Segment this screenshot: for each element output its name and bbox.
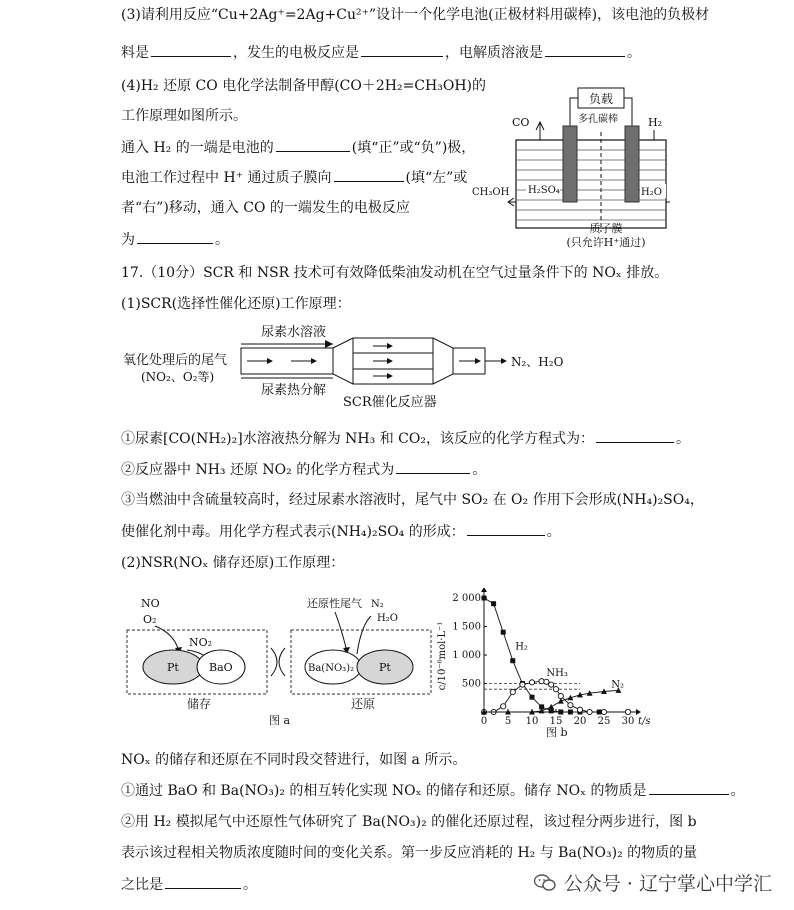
right-electrode <box>625 126 639 202</box>
q3-text-c: ，电解质溶液是 <box>445 45 543 61</box>
s3-text-a: 使催化剂中毒。用化学方程式表示(NH₄)₂SO₄ 的形成： <box>121 524 465 540</box>
fa-reducing: 还原性尾气 <box>307 597 362 610</box>
fa-n2: N₂ <box>371 599 384 610</box>
membrane-label: 质子膜 <box>589 222 623 235</box>
q17-p3: NOₓ 的储存和还原在不同时段交替进行，如图 a 所示。 <box>121 752 467 768</box>
s3-blank[interactable] <box>467 521 545 536</box>
left-electrode <box>563 126 577 202</box>
q17-s1 <box>121 428 690 449</box>
urea-decomp-label: 尿素热分解 <box>261 383 327 398</box>
wechat-icon <box>534 873 556 893</box>
q3-line2 <box>121 42 641 63</box>
data-point-h2 <box>501 630 506 635</box>
data-point-nh3 <box>501 704 506 709</box>
q4-line4 <box>121 167 467 188</box>
q17-p2: (2)NSR(NOₓ 储存还原)工作原理： <box>121 555 345 571</box>
load-label: 负载 <box>588 92 614 106</box>
q17-s3-line2 <box>121 521 561 542</box>
s1-text-b: 。 <box>675 431 690 447</box>
urea-solution-label: 尿素水溶液 <box>261 325 327 340</box>
q4-blank-3[interactable] <box>137 229 213 244</box>
n2-text-b: 。 <box>243 877 257 893</box>
q17-s3-line1: ③当燃油中含硫量较高时，经过尿素水溶液时，尾气中 SO₂ 在 O₂ 作用下会形成(NH₄)₂SO₄， <box>121 492 704 508</box>
y-tick-label: 1 500 <box>452 621 481 633</box>
fa-h2o: H₂O <box>377 613 398 624</box>
q3-blank-1[interactable] <box>151 42 231 57</box>
series-label: N₂ <box>611 679 624 691</box>
q17-n2-line1: ②用 H₂ 模拟尾气中还原性气体研究了 Ba(NO₃)₂ 的催化还原过程，该过程分两步进行，图 b <box>121 814 697 830</box>
q4-blank-2[interactable] <box>334 167 404 182</box>
q3-text-a: 料是 <box>121 45 149 61</box>
x-axis-arrow <box>636 709 641 715</box>
fa-bao: BaO <box>209 661 233 674</box>
data-point-nh3 <box>520 682 525 687</box>
fa-o2: O₂ <box>143 613 157 626</box>
q3-blank-3[interactable] <box>545 42 625 57</box>
data-point-h2 <box>568 710 573 715</box>
q17-p1: (1)SCR(选择性催化还原)工作原理： <box>121 296 351 312</box>
x-tick-label: 10 <box>525 716 539 727</box>
q4-line1: (4)H₂ 还原 CO 电化学法制备甲醇(CO＋2H₂=CH₃OH)的 <box>121 78 486 94</box>
q4-text-d: (填“左”或 <box>405 170 468 186</box>
q4-blank-1[interactable] <box>276 137 350 152</box>
exhaust-label: 氧化处理后的尾气 <box>123 353 228 368</box>
s3-text-b: 。 <box>546 524 561 540</box>
q4-line5: 者“右”)移动，通入 CO 的一端发生的电极反应 <box>121 200 410 216</box>
q4-line6 <box>121 229 229 250</box>
h2o-label: H₂O <box>641 187 662 198</box>
fa-pt-left: Pt <box>167 661 179 674</box>
y-tick-label: 1 000 <box>452 650 481 661</box>
exhaust-sub-label: (NO₂、O₂等) <box>141 370 215 384</box>
q4-line2: 工作原理如图所示。 <box>121 108 247 124</box>
x-tick-label: 30 <box>621 716 635 727</box>
s2-text-a: ②反应器中 NH₃ 还原 NO₂ 的化学方程式为 <box>121 462 395 478</box>
data-point-nh3 <box>544 679 549 684</box>
watermark <box>534 869 772 896</box>
x-tick-label: 20 <box>573 716 587 727</box>
series-label: H₂ <box>515 641 528 653</box>
data-point-nh3 <box>558 693 563 698</box>
data-point-nh3 <box>577 707 582 712</box>
fa-bano3: Ba(NO₃)₂ <box>308 663 355 674</box>
fa-pt-right: Pt <box>379 661 391 674</box>
data-point-nh3 <box>587 709 592 714</box>
ch3oh-label: CH₃OH <box>472 187 510 198</box>
y-axis-label: c/10⁻⁶mol·L⁻¹ <box>437 621 448 691</box>
fa-reduce: 还原 <box>351 697 376 711</box>
fa-no2: NO₂ <box>189 636 213 649</box>
q17-s2 <box>121 459 486 480</box>
series-label: NH₃ <box>546 668 568 680</box>
fa-store: 储存 <box>187 697 212 711</box>
q4-text-e: 为 <box>121 232 135 248</box>
q4-text-b: (填“正”或“负”)极， <box>351 140 476 156</box>
x-axis-label: t/s <box>638 716 651 727</box>
x-tick-label: 15 <box>549 716 563 727</box>
q4-text-c: 电池工作过程中 H⁺ 通过质子膜向 <box>121 170 332 186</box>
products-label: N₂、H₂O <box>511 355 564 369</box>
q4-text-f: 。 <box>215 232 229 248</box>
co-label: CO <box>512 116 530 129</box>
n2-blank[interactable] <box>165 874 241 889</box>
q3-text-b: ，发生的电极反应是 <box>233 45 359 61</box>
y-axis-arrow <box>481 588 487 592</box>
q17-n2-line3 <box>121 874 257 895</box>
data-point-nh3 <box>510 689 515 694</box>
q3-line1: (3)请利用反应“Cu+2Ag⁺=2Ag+Cu²⁺”设计一个化学电池(正极材料用碳棒)，该电池的负极材 <box>121 7 710 23</box>
n1-text-b: 。 <box>730 783 745 799</box>
y-tick-label: 2 000 <box>452 593 481 604</box>
q17-title: 17.（10分）SCR 和 NSR 技术可有效降低柴油发动机在空气过量条件下的 NOₓ 排放。 <box>121 265 669 281</box>
q3-text-d: 。 <box>627 45 641 61</box>
data-point-nh3 <box>625 709 630 714</box>
membrane-note: (只允许H⁺通过) <box>566 236 646 249</box>
q3-blank-2[interactable] <box>361 42 443 57</box>
reactor-label: SCR催化反应器 <box>343 395 437 410</box>
s2-text-b: 。 <box>472 462 487 478</box>
q4-line3 <box>121 137 475 158</box>
data-point-n2 <box>548 704 554 710</box>
data-point-nh3 <box>549 682 554 687</box>
s1-text-a: ①尿素[CO(NH₂)₂]水溶液热分解为 NH₃ 和 CO₂，该反应的化学方程式为： <box>121 431 594 447</box>
fa-no: NO <box>141 597 160 610</box>
figure-a <box>121 590 441 730</box>
figure-b-chart <box>432 588 652 743</box>
data-point-h2 <box>558 710 563 715</box>
n1-text-a: ①通过 BaO 和 Ba(NO₃)₂ 的相互转化实现 NOₓ 的储存和还原。储存 NOₓ 的物质是 <box>121 783 647 799</box>
x-tick-label: 5 <box>504 716 512 727</box>
cell-diagram <box>470 82 670 254</box>
n2-text-a: 之比是 <box>121 877 163 893</box>
y-tick-label: 500 <box>461 678 481 690</box>
h2so4-label: H₂SO₄ <box>528 185 560 196</box>
q4-text-a: 通入 H₂ 的一端是电池的 <box>121 140 274 156</box>
q17-n1 <box>121 780 745 801</box>
data-point-nh3 <box>601 709 606 714</box>
data-point-nh3 <box>553 687 558 692</box>
data-point-h2 <box>491 601 496 606</box>
series-line-H₂ <box>484 598 628 712</box>
x-tick-label: 0 <box>480 716 488 727</box>
s1-blank[interactable] <box>596 428 674 443</box>
chart-caption: 图 b <box>546 726 568 739</box>
s2-blank[interactable] <box>396 459 470 474</box>
n1-blank[interactable] <box>649 780 729 795</box>
fa-caption: 图 a <box>269 714 291 727</box>
electrode-label: 多孔碳棒 <box>578 114 618 125</box>
q17-n2-line2: 表示该过程相关物质浓度随时间的变化关系。第一步反应消耗的 H₂ 与 Ba(NO₃)₂ 的物质的量 <box>121 845 698 861</box>
h2-label: H₂ <box>648 116 663 129</box>
data-point-h2 <box>482 596 487 601</box>
data-point-h2 <box>530 695 535 700</box>
x-tick-label: 25 <box>597 716 611 727</box>
data-point-nh3 <box>568 703 573 708</box>
watermark-text: 公众号 · 辽宁掌心中学汇 <box>563 873 772 895</box>
data-point-nh3 <box>529 680 534 685</box>
data-point-h2 <box>510 658 515 663</box>
scr-diagram <box>121 318 591 418</box>
